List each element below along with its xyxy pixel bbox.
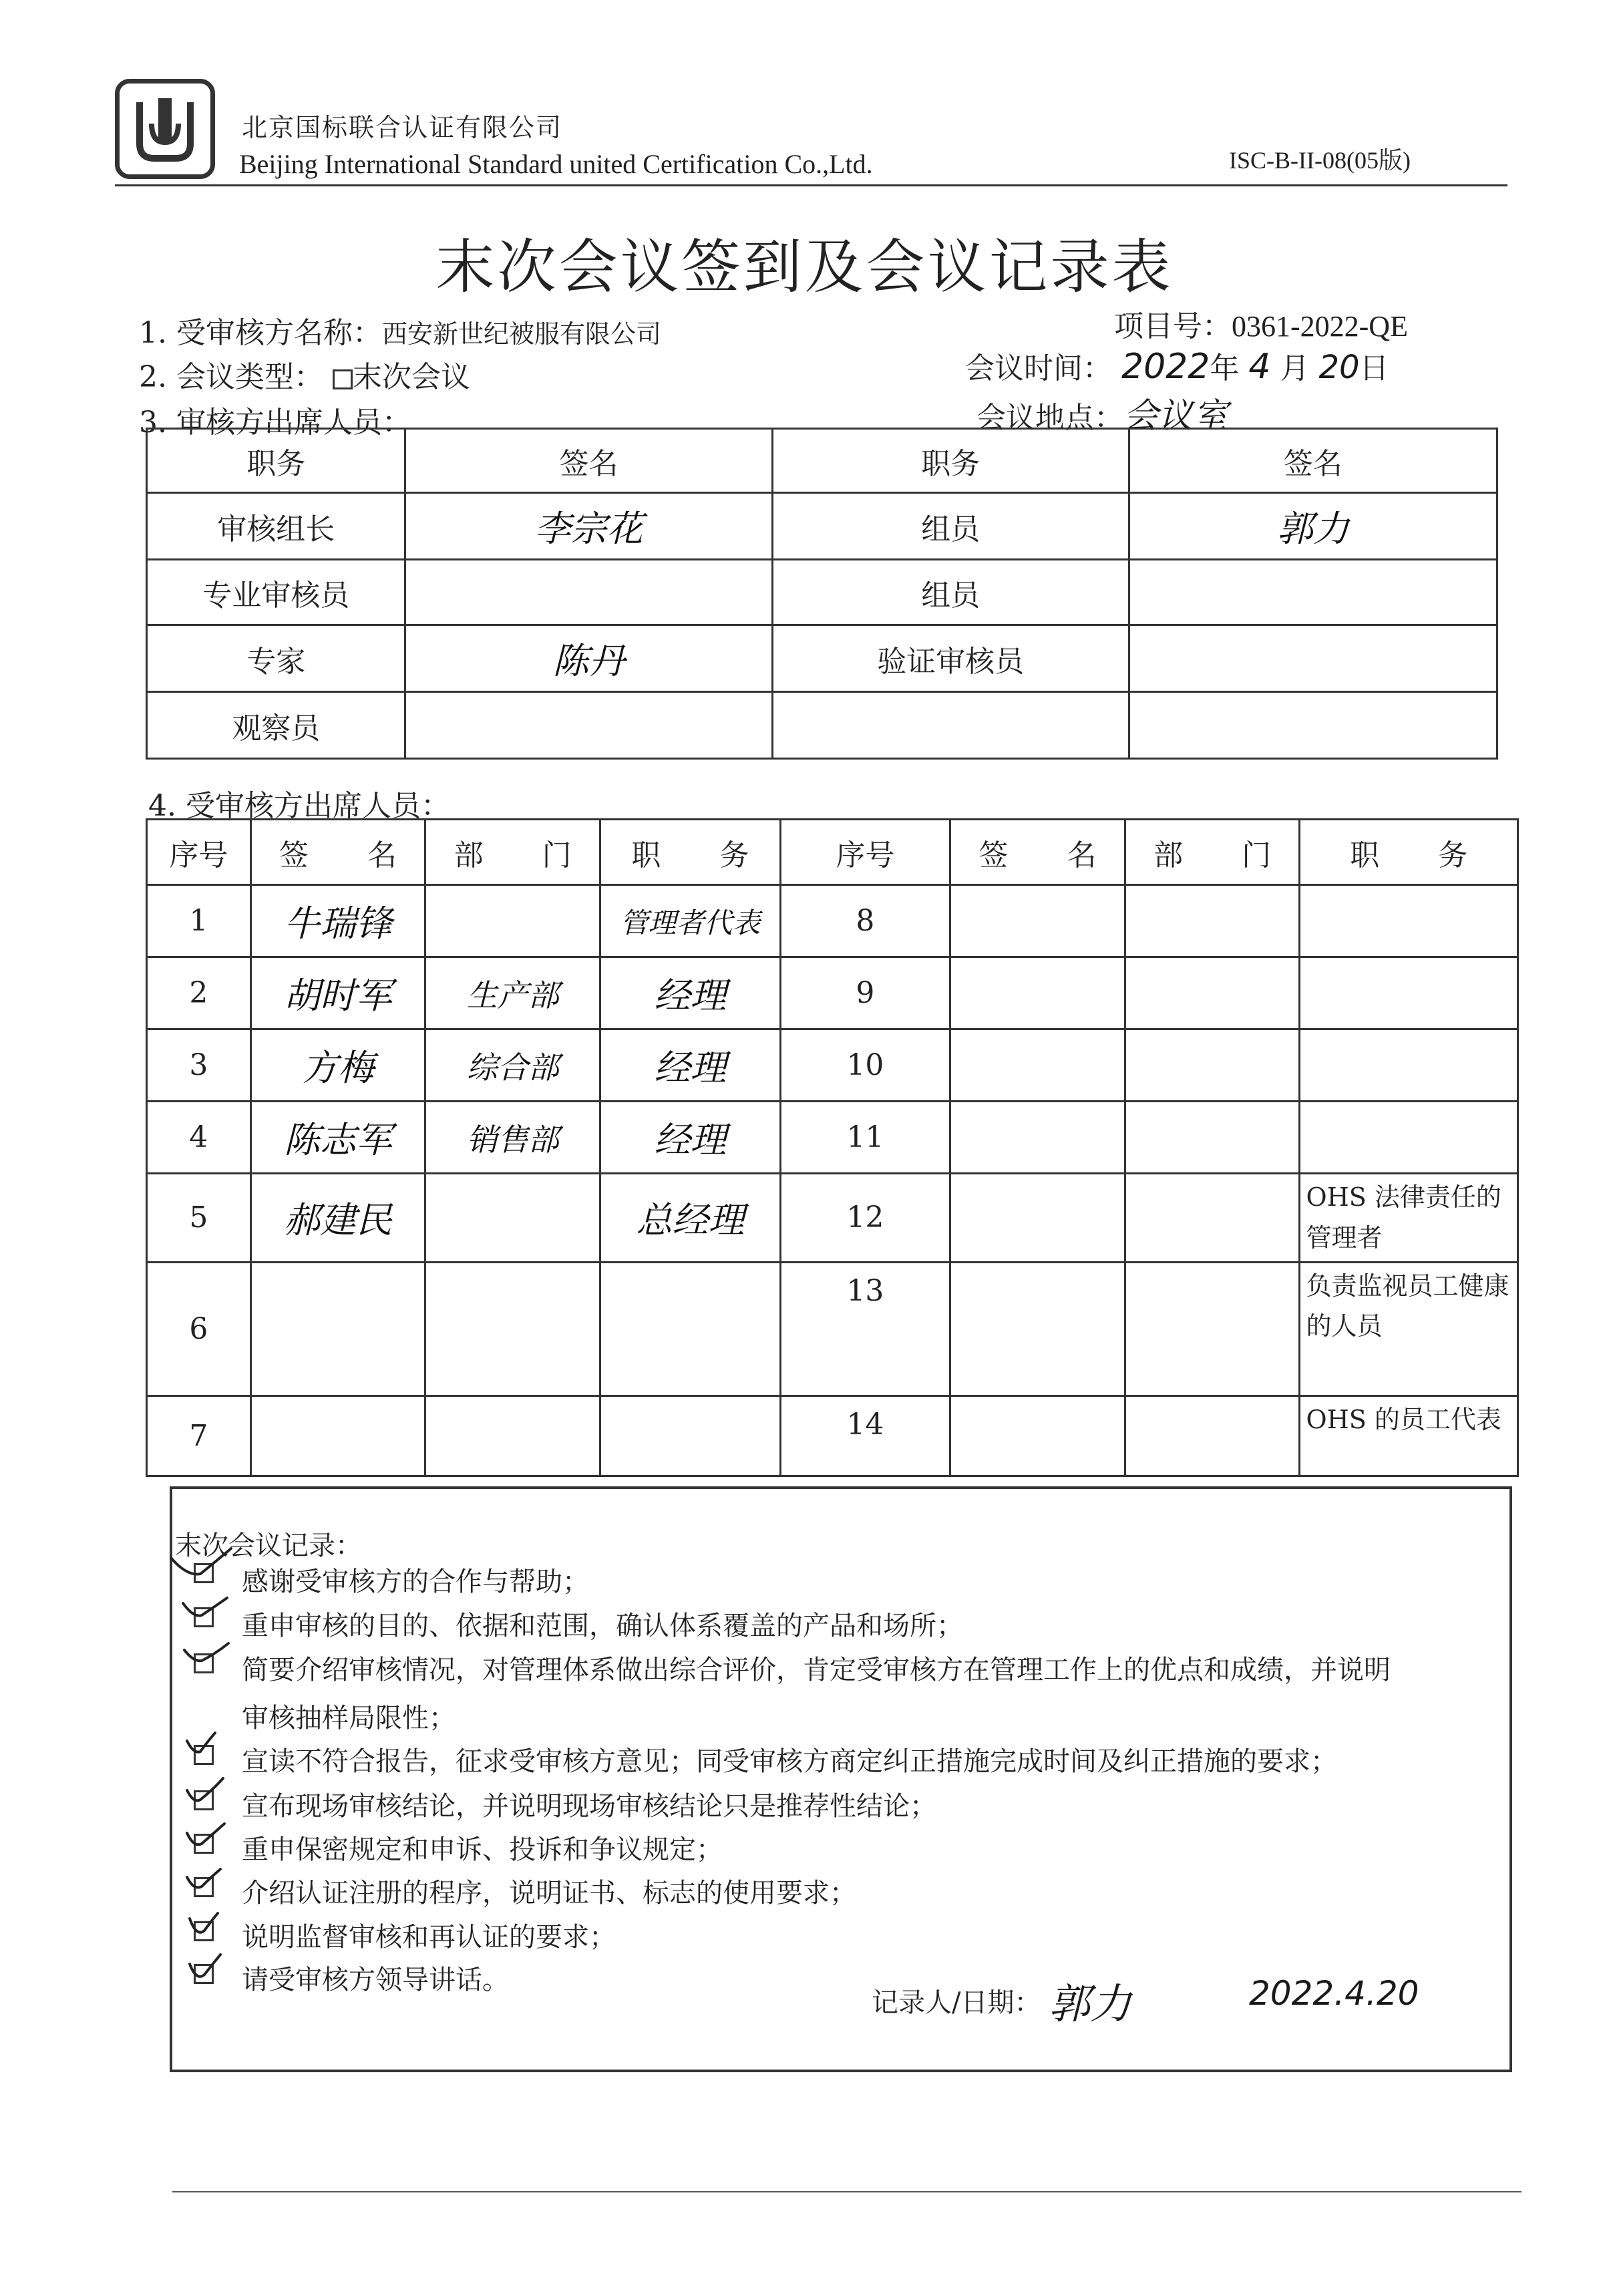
position-cell: 审核组长 <box>147 493 405 560</box>
meeting-type: 末次会议 <box>352 360 470 394</box>
table-row <box>147 560 1497 625</box>
position-cell: 验证审核员 <box>772 625 1129 692</box>
table-row <box>147 957 1518 1029</box>
header-seq: 序号 <box>147 820 251 885</box>
meeting-type-checkbox <box>333 369 353 389</box>
signature-cell: 方梅 <box>250 1029 425 1102</box>
company-name-en: Beijing International Standard united Certification Co.,Ltd. <box>239 149 873 179</box>
table-row <box>147 1102 1518 1174</box>
position-cell: 总经理 <box>600 1174 781 1263</box>
table-row <box>147 1029 1518 1102</box>
position-cell <box>600 1262 781 1396</box>
position-cell: 组员 <box>772 493 1129 560</box>
header-position: 职 务 <box>1300 820 1518 885</box>
table-row <box>147 493 1497 560</box>
department-cell <box>1125 885 1300 957</box>
seq-cell: 10 <box>780 1029 950 1102</box>
meeting-location: 会议室 <box>1123 396 1228 436</box>
seq-cell: 6 <box>147 1262 251 1396</box>
signature-cell <box>950 885 1125 957</box>
department-cell <box>1125 957 1300 1029</box>
seq-cell: 9 <box>780 957 950 1029</box>
check-marks <box>167 1543 240 2011</box>
record-item: 宣布现场审核结论，并说明现场审核结论只是推荐性结论； <box>242 1791 936 1822</box>
meeting-type-label: 2. 会议类型： <box>139 360 323 394</box>
record-item: 感谢受审核方的合作与帮助； <box>242 1567 589 1597</box>
signature-cell <box>405 692 772 759</box>
auditee-attendance-table <box>146 818 1519 1477</box>
header-signature: 签 名 <box>950 820 1125 885</box>
day-unit: 日 <box>1359 351 1389 385</box>
year-unit: 年 <box>1210 351 1240 385</box>
table-row <box>147 625 1497 692</box>
signature-cell <box>950 1396 1125 1476</box>
meeting-location-label: 会议地点： <box>976 401 1123 435</box>
month-unit: 月 <box>1280 351 1310 385</box>
department-cell: 销售部 <box>425 1102 600 1174</box>
seq-cell: 4 <box>147 1102 251 1174</box>
position-cell <box>772 692 1129 759</box>
auditor-attendance-table <box>146 428 1498 760</box>
header-signature: 签名 <box>405 429 772 493</box>
meeting-time-label: 会议时间： <box>965 351 1112 385</box>
signature-cell <box>950 1174 1125 1263</box>
position-cell: 管理者代表 <box>600 885 781 957</box>
header-department: 部 门 <box>425 820 600 885</box>
company-name-cn: 北京国标联合认证有限公司 <box>242 113 563 142</box>
record-date: 2022.4.20 <box>1249 1974 1419 2013</box>
auditee-name-label: 1. 受审核方名称： <box>139 316 382 350</box>
seq-cell: 2 <box>147 957 251 1029</box>
position-cell: OHS 法律责任的管理者 <box>1300 1174 1518 1263</box>
signature-cell: 郝建民 <box>250 1174 425 1263</box>
project-label: 项目号： <box>1114 309 1232 343</box>
signature-cell: 陈丹 <box>405 625 772 692</box>
department-cell <box>1125 1262 1300 1396</box>
signature-cell: 郭力 <box>1129 493 1497 560</box>
position-cell <box>1300 1102 1518 1174</box>
record-item: 宣读不符合报告，征求受审核方意见；同受审核方商定纠正措施完成时间及纠正措施的要求； <box>242 1746 1337 1777</box>
auditee-attendees-label: 4. 受审核方出席人员： <box>148 789 450 823</box>
auditee-name: 西安新世纪被服有限公司 <box>381 319 661 349</box>
table-header-row <box>147 820 1518 885</box>
position-cell: 经理 <box>600 1102 781 1174</box>
auditor-attendees-label: 3. 审核方出席人员： <box>139 405 411 440</box>
signature-cell <box>950 957 1125 1029</box>
department-cell <box>425 1396 600 1476</box>
department-cell <box>1125 1396 1300 1476</box>
department-cell: 综合部 <box>425 1029 600 1102</box>
record-title: 末次会议记录： <box>175 1530 362 1561</box>
record-item: 请受审核方领导讲话。 <box>242 1965 509 1995</box>
recorder-label: 记录人/日期： <box>872 1987 1041 2018</box>
table-header-row <box>147 429 1497 493</box>
meeting-day: 20 <box>1318 349 1360 386</box>
position-cell: 负责监视员工健康的人员 <box>1300 1262 1518 1396</box>
seq-cell: 5 <box>147 1174 251 1263</box>
signature-cell: 李宗花 <box>405 493 772 560</box>
header-position: 职 务 <box>600 820 781 885</box>
table-row <box>147 1174 1518 1263</box>
project-number: 0361-2022-QE <box>1232 310 1408 343</box>
meeting-type-row <box>139 353 470 395</box>
seq-cell: 8 <box>780 885 950 957</box>
table-row <box>147 1396 1518 1476</box>
header-divider <box>115 184 1507 186</box>
position-cell <box>1300 885 1518 957</box>
seq-cell: 14 <box>780 1396 950 1476</box>
signature-cell <box>950 1102 1125 1174</box>
signature-cell <box>1129 560 1497 625</box>
meeting-month: 4 <box>1248 347 1271 387</box>
meeting-year: 2022 <box>1121 347 1210 387</box>
department-cell <box>1125 1029 1300 1102</box>
department-cell <box>1125 1174 1300 1263</box>
header-position: 职务 <box>147 429 405 493</box>
page-title: 末次会议签到及会议记录表 <box>435 232 1174 301</box>
position-cell <box>1300 957 1518 1029</box>
record-item: 介绍认证注册的程序，说明证书、标志的使用要求； <box>242 1878 856 1909</box>
signature-cell: 胡时军 <box>250 957 425 1029</box>
meeting-time-row <box>965 344 1389 387</box>
position-cell: 观察员 <box>147 692 405 759</box>
signature-cell <box>405 560 772 625</box>
position-cell: 专家 <box>147 625 405 692</box>
header-position: 职务 <box>772 429 1129 493</box>
table-row <box>147 885 1518 957</box>
signature-cell: 牛瑞锋 <box>250 885 425 957</box>
header-seq: 序号 <box>780 820 950 885</box>
seq-cell: 7 <box>147 1396 251 1476</box>
seq-cell: 12 <box>780 1174 950 1263</box>
table-row <box>147 1262 1518 1396</box>
position-cell <box>1300 1029 1518 1102</box>
position-cell: 经理 <box>600 1029 781 1102</box>
signature-cell <box>250 1396 425 1476</box>
signature-cell: 陈志军 <box>250 1102 425 1174</box>
footer-divider <box>172 2191 1522 2192</box>
recorder-signature: 郭力 <box>1049 1979 1132 2028</box>
record-item: 重申审核的目的、依据和范围，确认体系覆盖的产品和场所； <box>242 1611 963 1641</box>
seq-cell: 3 <box>147 1029 251 1102</box>
company-logo <box>115 79 215 179</box>
auditee-name-row <box>139 309 661 351</box>
table-row <box>147 692 1497 759</box>
header-signature: 签名 <box>1129 429 1497 493</box>
department-cell <box>425 1174 600 1263</box>
record-item: 重申保密规定和申诉、投诉和争议规定； <box>242 1834 723 1865</box>
signature-cell <box>950 1029 1125 1102</box>
position-cell: 专业审核员 <box>147 560 405 625</box>
department-cell <box>425 885 600 957</box>
signature-cell <box>1129 692 1497 759</box>
project-row <box>1114 302 1408 345</box>
record-item: 说明监督审核和再认证的要求； <box>242 1922 616 1953</box>
signature-cell <box>950 1262 1125 1396</box>
signature-cell <box>1129 625 1497 692</box>
document-number: ISC-B-II-08(05版) <box>1229 147 1411 174</box>
position-cell: 组员 <box>772 560 1129 625</box>
record-item: 简要介绍审核情况，对管理体系做出综合评价，肯定受审核方在管理工作上的优点和成绩，并说明 <box>242 1655 1391 1685</box>
record-item-continuation: 审核抽样局限性； <box>242 1703 456 1734</box>
header-department: 部 门 <box>1125 820 1300 885</box>
department-cell: 生产部 <box>425 957 600 1029</box>
position-cell <box>600 1396 781 1476</box>
signature-cell <box>250 1262 425 1396</box>
header-signature: 签 名 <box>250 820 425 885</box>
department-cell <box>1125 1102 1300 1174</box>
seq-cell: 13 <box>780 1262 950 1396</box>
department-cell <box>425 1262 600 1396</box>
seq-cell: 1 <box>147 885 251 957</box>
position-cell: 经理 <box>600 957 781 1029</box>
position-cell: OHS 的员工代表 <box>1300 1396 1518 1476</box>
seq-cell: 11 <box>780 1102 950 1174</box>
